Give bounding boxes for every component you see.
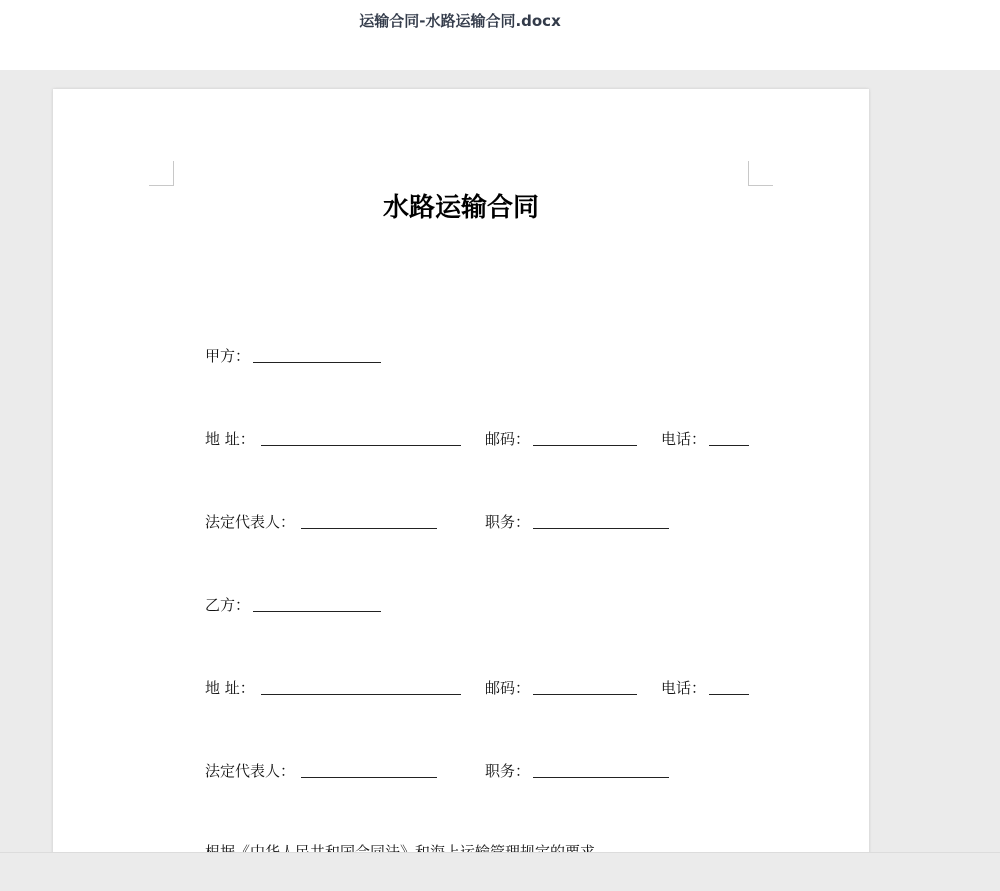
party-b-name-blank[interactable]	[253, 611, 381, 612]
document-page[interactable]	[53, 89, 869, 869]
party-a-phone-blank[interactable]	[709, 445, 749, 446]
party-a-address-label: 地 址：	[205, 430, 255, 448]
party-a-phone-label: 电话：	[661, 430, 707, 448]
party-b-address-label: 地 址：	[205, 679, 255, 697]
party-a-rep-label: 法定代表人：	[205, 513, 296, 531]
party-b-position-label: 职务：	[485, 762, 531, 780]
title-bar	[0, 0, 1000, 70]
party-a-address-blank[interactable]	[261, 445, 461, 446]
party-b-name-label: 乙方：	[205, 596, 251, 614]
party-b-position-blank[interactable]	[533, 777, 669, 778]
party-b-postcode-blank[interactable]	[533, 694, 637, 695]
document-heading: 水路运输合同	[382, 193, 539, 223]
party-b-rep-label: 法定代表人：	[205, 762, 296, 780]
party-a-position-label: 职务：	[485, 513, 531, 531]
party-b-address-blank[interactable]	[261, 694, 461, 695]
party-a-name-blank[interactable]	[253, 362, 381, 363]
party-b-rep-blank[interactable]	[301, 777, 437, 778]
status-bar	[0, 852, 1000, 891]
margin-corner-top-right	[748, 161, 773, 186]
party-a-name-label: 甲方：	[205, 347, 251, 365]
margin-corner-top-left	[149, 161, 174, 186]
party-a-rep-blank[interactable]	[301, 528, 437, 529]
document-filename: 运输合同-水路运输合同.docx	[359, 12, 561, 30]
party-b-phone-label: 电话：	[661, 679, 707, 697]
party-a-postcode-blank[interactable]	[533, 445, 637, 446]
party-b-phone-blank[interactable]	[709, 694, 749, 695]
party-a-position-blank[interactable]	[533, 528, 669, 529]
party-b-postcode-label: 邮码：	[485, 679, 531, 697]
party-a-postcode-label: 邮码：	[485, 430, 531, 448]
